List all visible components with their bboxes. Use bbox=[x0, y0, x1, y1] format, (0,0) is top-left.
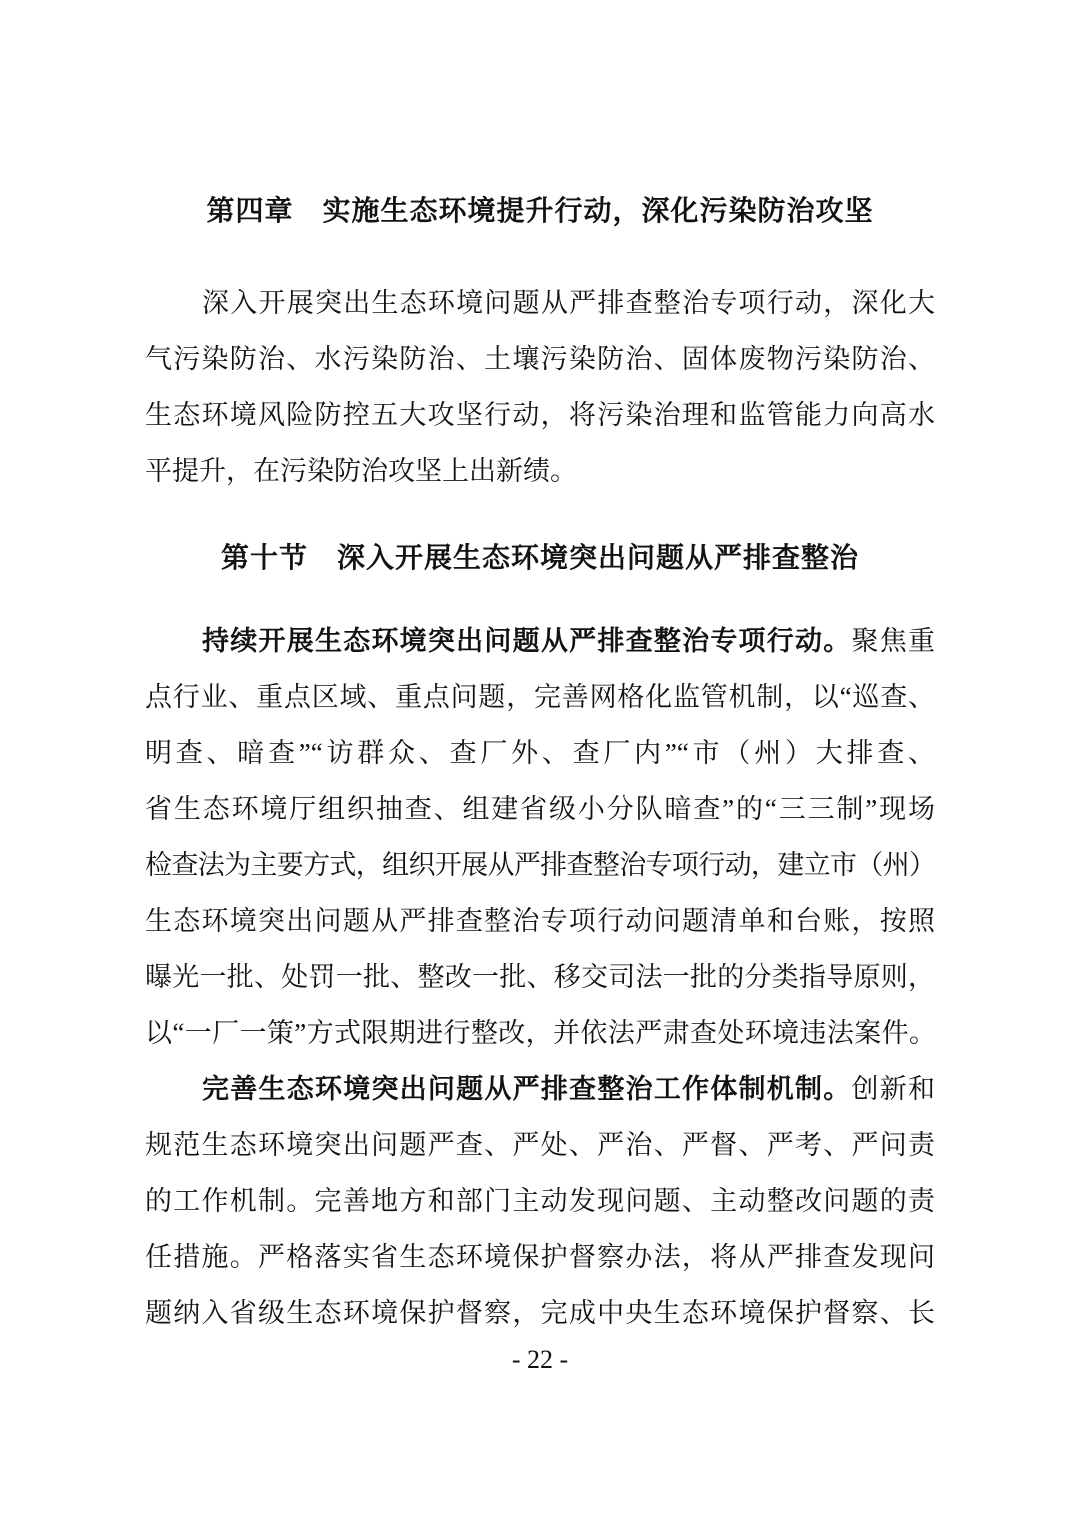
bold-lead-run: 持续开展生态环境突出问题从严排查整治专项行动。 bbox=[202, 626, 852, 656]
body-line bbox=[145, 1005, 935, 1061]
body-line bbox=[145, 331, 935, 387]
body-line bbox=[145, 893, 935, 949]
body-line bbox=[145, 725, 935, 781]
chapter-heading: 第四章 实施生态环境提升行动，深化污染防治攻坚 bbox=[206, 196, 874, 227]
text-run: 检查法为主要方式，组织开展从严排查整治专项行动，建立市（州） bbox=[145, 850, 935, 880]
text-run: 聚焦重 bbox=[851, 626, 935, 656]
text-run: 创新和 bbox=[851, 1074, 935, 1104]
body-line bbox=[145, 1061, 935, 1117]
text-run: 规范生态环境突出问题严查、严处、严治、严督、严考、严问责 bbox=[145, 1130, 935, 1160]
body-line bbox=[145, 837, 935, 893]
text-run: 生态环境风险防控五大攻坚行动，将污染治理和监管能力向高水 bbox=[145, 400, 935, 430]
body-line bbox=[145, 669, 935, 725]
text-run: 题纳入省级生态环境保护督察，完成中央生态环境保护督察、长 bbox=[145, 1298, 935, 1328]
para-special-action bbox=[145, 613, 935, 1061]
body-line bbox=[145, 387, 935, 443]
body-line bbox=[145, 275, 935, 331]
para-institutional-mechanism bbox=[145, 1061, 935, 1341]
text-run: 的工作机制。完善地方和部门主动发现问题、主动整改问题的责 bbox=[145, 1186, 935, 1216]
body-line bbox=[145, 443, 935, 499]
bold-lead-run: 完善生态环境突出问题从严排查整治工作体制机制。 bbox=[202, 1074, 852, 1104]
body-line bbox=[145, 1229, 935, 1285]
text-run: 省生态环境厅组织抽查、组建省级小分队暗查”的“三三制”现场 bbox=[145, 794, 935, 824]
text-run: 任措施。严格落实省生态环境保护督察办法，将从严排查发现问 bbox=[145, 1242, 935, 1272]
text-run: 点行业、重点区域、重点问题，完善网格化监管机制，以“巡查、 bbox=[145, 682, 935, 712]
body-line bbox=[145, 1285, 935, 1341]
body-line bbox=[145, 1173, 935, 1229]
body-line bbox=[145, 1117, 935, 1173]
text-run: 明查、暗查”“访群众、查厂外、查厂内”“市（州）大排查、 bbox=[145, 738, 935, 768]
body-line bbox=[145, 613, 935, 669]
body-line bbox=[145, 949, 935, 1005]
text-run: 曝光一批、处罚一批、整改一批、移交司法一批的分类指导原则， bbox=[145, 962, 935, 992]
text-run: 深入开展突出生态环境问题从严排查整治专项行动，深化大 bbox=[202, 288, 935, 318]
page-number: - 22 - bbox=[511, 1345, 569, 1374]
body-line bbox=[145, 781, 935, 837]
text-run: 气污染防治、水污染防治、土壤污染防治、固体废物污染防治、 bbox=[145, 344, 935, 374]
section-heading: 第十节 深入开展生态环境突出问题从严排查整治 bbox=[220, 543, 859, 574]
text-run: 生态环境突出问题从严排查整治专项行动问题清单和台账，按照 bbox=[145, 906, 935, 936]
text-run: 以“一厂一策”方式限期进行整改，并依法严肃查处环境违法案件。 bbox=[145, 1018, 935, 1048]
text-run: 平提升，在污染防治攻坚上出新绩。 bbox=[145, 456, 577, 486]
para-pollution-campaign-overview bbox=[145, 275, 935, 499]
